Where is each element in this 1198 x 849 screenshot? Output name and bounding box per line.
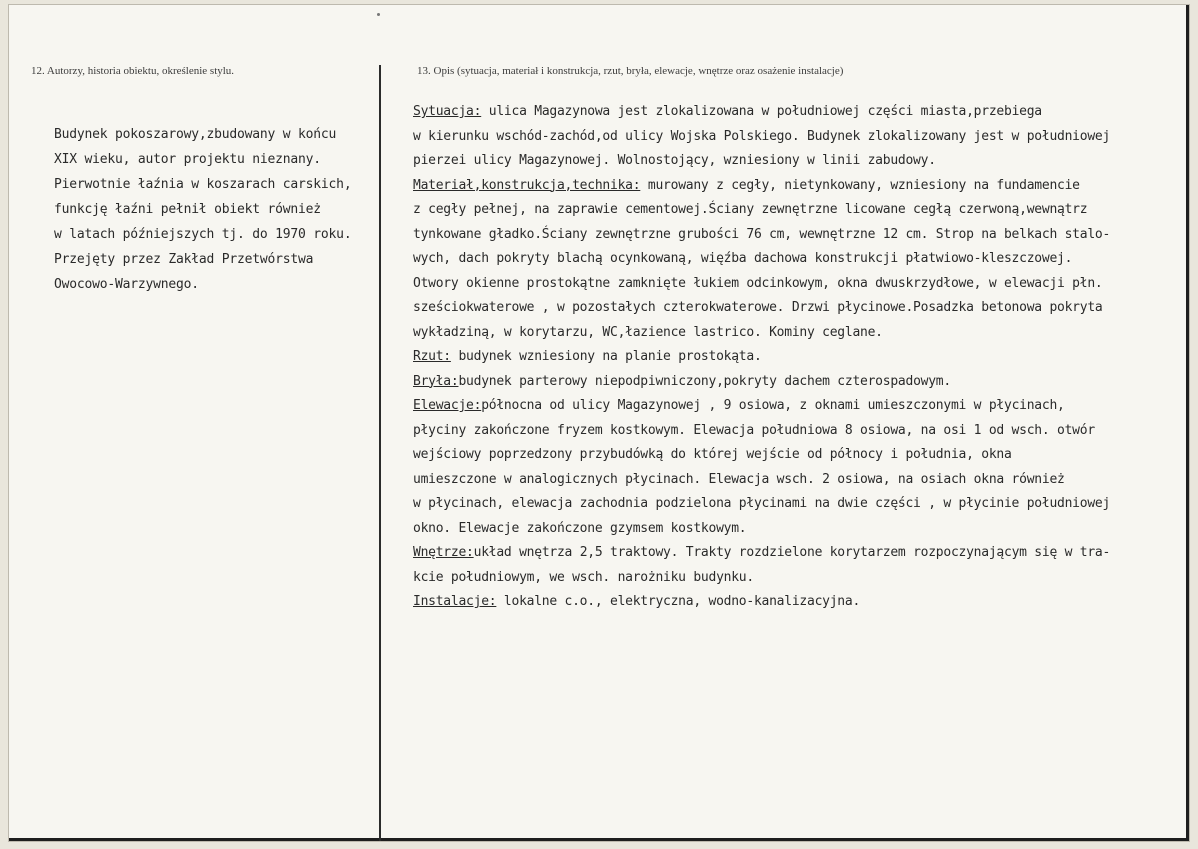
elewacje-line: płyciny zakończone fryzem kostkowym. Elewacja południowa 8 osiowa, na osi 1 od wsch. otwór bbox=[413, 422, 1095, 438]
material-text: murowany z cegły, nietynkowany, wzniesiony na fundamencie bbox=[640, 177, 1080, 193]
rzut-line bbox=[413, 345, 1183, 370]
instalacje-label: Instalacje: bbox=[413, 594, 497, 609]
bryla-label: Bryła: bbox=[413, 373, 459, 389]
material-line: Otwory okienne prostokątne zamknięte łukiem odcinkowym, okna dwuskrzydłowe, w elewacji płn. bbox=[413, 275, 1103, 291]
sytuacja-line bbox=[413, 100, 1183, 125]
elewacje-line: w płycinach, elewacja zachodnia podzielona płycinami na dwie części , w płycinie południowej bbox=[413, 496, 1111, 511]
history-line: Pierwotnie łaźnia w koszarach carskich, bbox=[54, 177, 352, 192]
material-line: wych, dach pokryty blachą ocynkowaną, więźba dachowa konstrukcji płatwiowo-kleszczowej. bbox=[413, 251, 1073, 266]
elewacje-line: okno. Elewacje zakończone gzymsem kostkowym. bbox=[413, 520, 747, 536]
wnetrze-label: Wnętrze: bbox=[413, 545, 474, 560]
material-line: z cegły pełnej, na zaprawie cementowej.Ściany zewnętrzne licowane cegłą czerwoną,wewnątrz bbox=[413, 202, 1088, 217]
history-line: Owocowo-Warzywnego. bbox=[54, 277, 199, 292]
elewacje-line bbox=[413, 394, 1183, 419]
history-text bbox=[54, 122, 374, 297]
material-line: sześciokwaterowe , w pozostałych czterokwaterowe. Drzwi płycinowe.Posadzka betonowa pokryta bbox=[413, 300, 1103, 315]
section-12-header: 12. Autorzy, historia obiektu, określenie stylu. bbox=[31, 65, 235, 77]
elewacje-text: północna od ulicy Magazynowej , 9 osiowa, z oknami umieszczonymi w płycinach, bbox=[481, 398, 1065, 413]
history-line: w latach późniejszych tj. do 1970 roku. bbox=[54, 227, 352, 242]
material-label: Materiał,konstrukcja,technika: bbox=[413, 177, 641, 193]
description-text bbox=[413, 100, 1183, 615]
material-line: tynkowane gładko.Ściany zewnętrzne grubości 76 cm, wewnętrzne 12 cm. Strop na belkach stalo- bbox=[413, 226, 1111, 242]
material-line: wykładziną, w korytarzu, WC,łazience lastrico. Kominy ceglane. bbox=[413, 324, 883, 340]
sytuacja-text: ulica Magazynowa jest zlokalizowana w południowej części miasta,przebiega bbox=[481, 104, 1042, 119]
instalacje-text: lokalne c.o., elektryczna, wodno-kanalizacyjna. bbox=[496, 594, 861, 609]
bryla-text: budynek parterowy niepodpiwniczony,pokryty dachem czterospadowym. bbox=[458, 373, 951, 389]
rzut-text: budynek wzniesiony na planie prostokąta. bbox=[450, 349, 762, 364]
instalacje-line bbox=[413, 590, 1183, 615]
wnetrze-line: kcie południowym, we wsch. narożniku budynku. bbox=[413, 569, 754, 585]
history-line: XIX wieku, autor projektu nieznany. bbox=[54, 152, 321, 167]
material-line bbox=[413, 174, 1183, 199]
punch-mark bbox=[377, 13, 380, 16]
bryla-line bbox=[413, 370, 1183, 395]
elewacje-label: Elewacje: bbox=[413, 398, 482, 413]
wnetrze-text: układ wnętrza 2,5 traktowy. Trakty rozdzielone korytarzem rozpoczynającym się w tra- bbox=[473, 545, 1111, 560]
wnetrze-line bbox=[413, 541, 1183, 566]
sytuacja-label: Sytuacja: bbox=[413, 104, 482, 119]
history-line: funkcję łaźni pełnił obiekt również bbox=[54, 202, 321, 217]
document-page bbox=[8, 4, 1190, 842]
column-divider bbox=[379, 65, 381, 841]
history-line: Przejęty przez Zakład Przetwórstwa bbox=[54, 252, 314, 267]
sytuacja-line: w kierunku wschód-zachód,od ulicy Wojska Polskiego. Budynek zlokalizowany jest w południowej bbox=[413, 128, 1111, 144]
elewacje-line: umieszczone w analogicznych płycinach. Elewacja wsch. 2 osiowa, na osiach okna również bbox=[413, 471, 1065, 487]
section-13-header: 13. Opis (sytuacja, materiał i konstrukcja, rzut, bryła, elewacje, wnętrze oraz osażenie instalacje) bbox=[417, 65, 844, 77]
elewacje-line: wejściowy poprzedzony przybudówką do której wejście od północy i południa, okna bbox=[413, 447, 1012, 462]
rzut-label: Rzut: bbox=[413, 349, 451, 364]
history-line: Budynek pokoszarowy,zbudowany w końcu bbox=[54, 127, 337, 142]
sytuacja-line: pierzei ulicy Magazynowej. Wolnostojący, wzniesiony w linii zabudowy. bbox=[413, 153, 936, 168]
